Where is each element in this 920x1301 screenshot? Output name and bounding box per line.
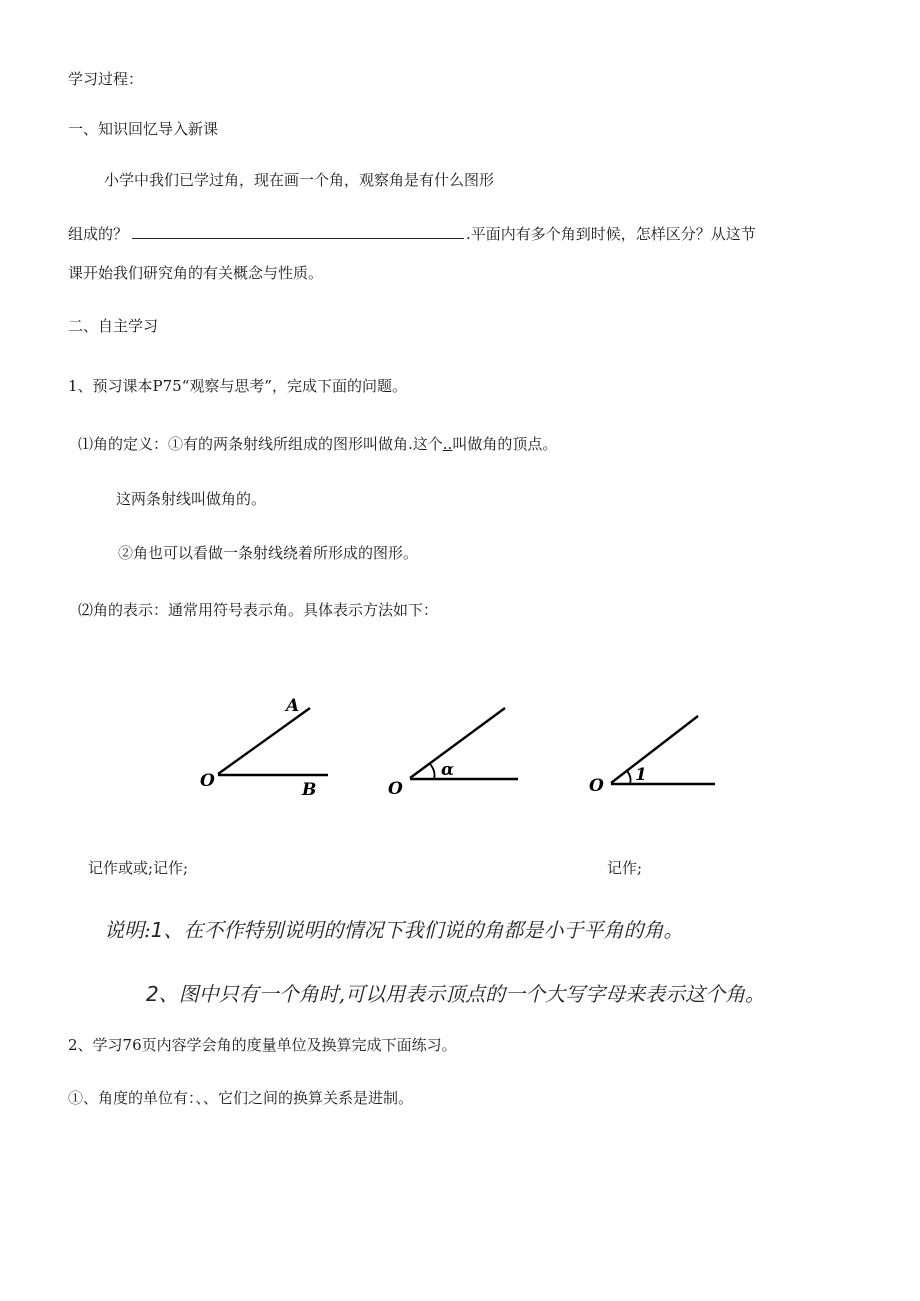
section1-title: 一、知识回忆导入新课 — [68, 120, 219, 138]
item2-text: 2、学习76页内容学会角的度量单位及换算完成下面练习。 — [68, 1036, 457, 1054]
answer-blank[interactable] — [132, 224, 464, 239]
angle1-lower-label: B — [302, 780, 317, 800]
notation-left: 记作或或;记作; — [88, 859, 189, 877]
angle2-alpha-label: α — [441, 760, 455, 780]
definition-line1-suffix: 叫做角的顶点。 — [452, 435, 558, 453]
note2-number: 2 — [146, 982, 159, 1006]
note1-prefix: 说明: — [104, 918, 151, 942]
angle1-vertex-label: O — [200, 771, 215, 791]
representation-line: ⑵角的表示：通常用符号表示角。具体表示方法如下： — [78, 601, 439, 619]
section1-paragraph-line3: 课开始我们研究角的有关概念与性质。 — [68, 264, 324, 282]
angle3-vertex-label: O — [589, 776, 604, 796]
angle1-upper-label: A — [286, 696, 300, 716]
angle-figure-one — [611, 716, 715, 784]
item1-text: 1、预习课本P75“观察与思考”，完成下面的问题。 — [68, 377, 408, 395]
paragraph-line2-prefix: 组成的？ — [68, 225, 129, 243]
note1 — [104, 917, 683, 943]
note1-text: 、在不作特别说明的情况下我们说的角都是小于平角的角。 — [163, 918, 684, 942]
definition-line1 — [78, 434, 557, 454]
angle-figure-alpha — [410, 708, 518, 779]
angle3-number-label: 1 — [635, 765, 647, 785]
item2-sub1-text: ①、角度的单位有：、、它们之间的换算关系是进制。 — [68, 1089, 414, 1107]
section1-paragraph-line1: 小学中我们已学过角，现在画一个角，观察角是有什么图形 — [104, 171, 495, 189]
vertex-blank[interactable]: .. — [442, 435, 453, 453]
angle2-vertex-label: O — [388, 779, 403, 799]
section2-title: 二、自主学习 — [68, 317, 159, 335]
note2 — [146, 981, 765, 1007]
definition-line2: 这两条射线叫做角的。 — [116, 490, 267, 508]
angle-figures — [0, 690, 920, 810]
definition-line1-prefix: ⑴角的定义：①有的两条射线所组成的图形叫做角.这个 — [78, 435, 443, 453]
page-heading: 学习过程： — [68, 70, 144, 88]
angle-figure-aob — [218, 708, 328, 775]
notation-right: 记作; — [607, 859, 643, 877]
paragraph-line2-suffix: .平面内有多个角到时候，怎样区分？从这节 — [466, 225, 756, 243]
note1-number: 1 — [150, 918, 164, 942]
definition-line3: ②角也可以看做一条射线绕着所形成的图形。 — [118, 544, 419, 562]
note2-text: 、图中只有一个角时,可以用表示顶点的一个大写字母来表示这个角。 — [158, 982, 766, 1006]
section1-paragraph-line2 — [68, 224, 756, 244]
